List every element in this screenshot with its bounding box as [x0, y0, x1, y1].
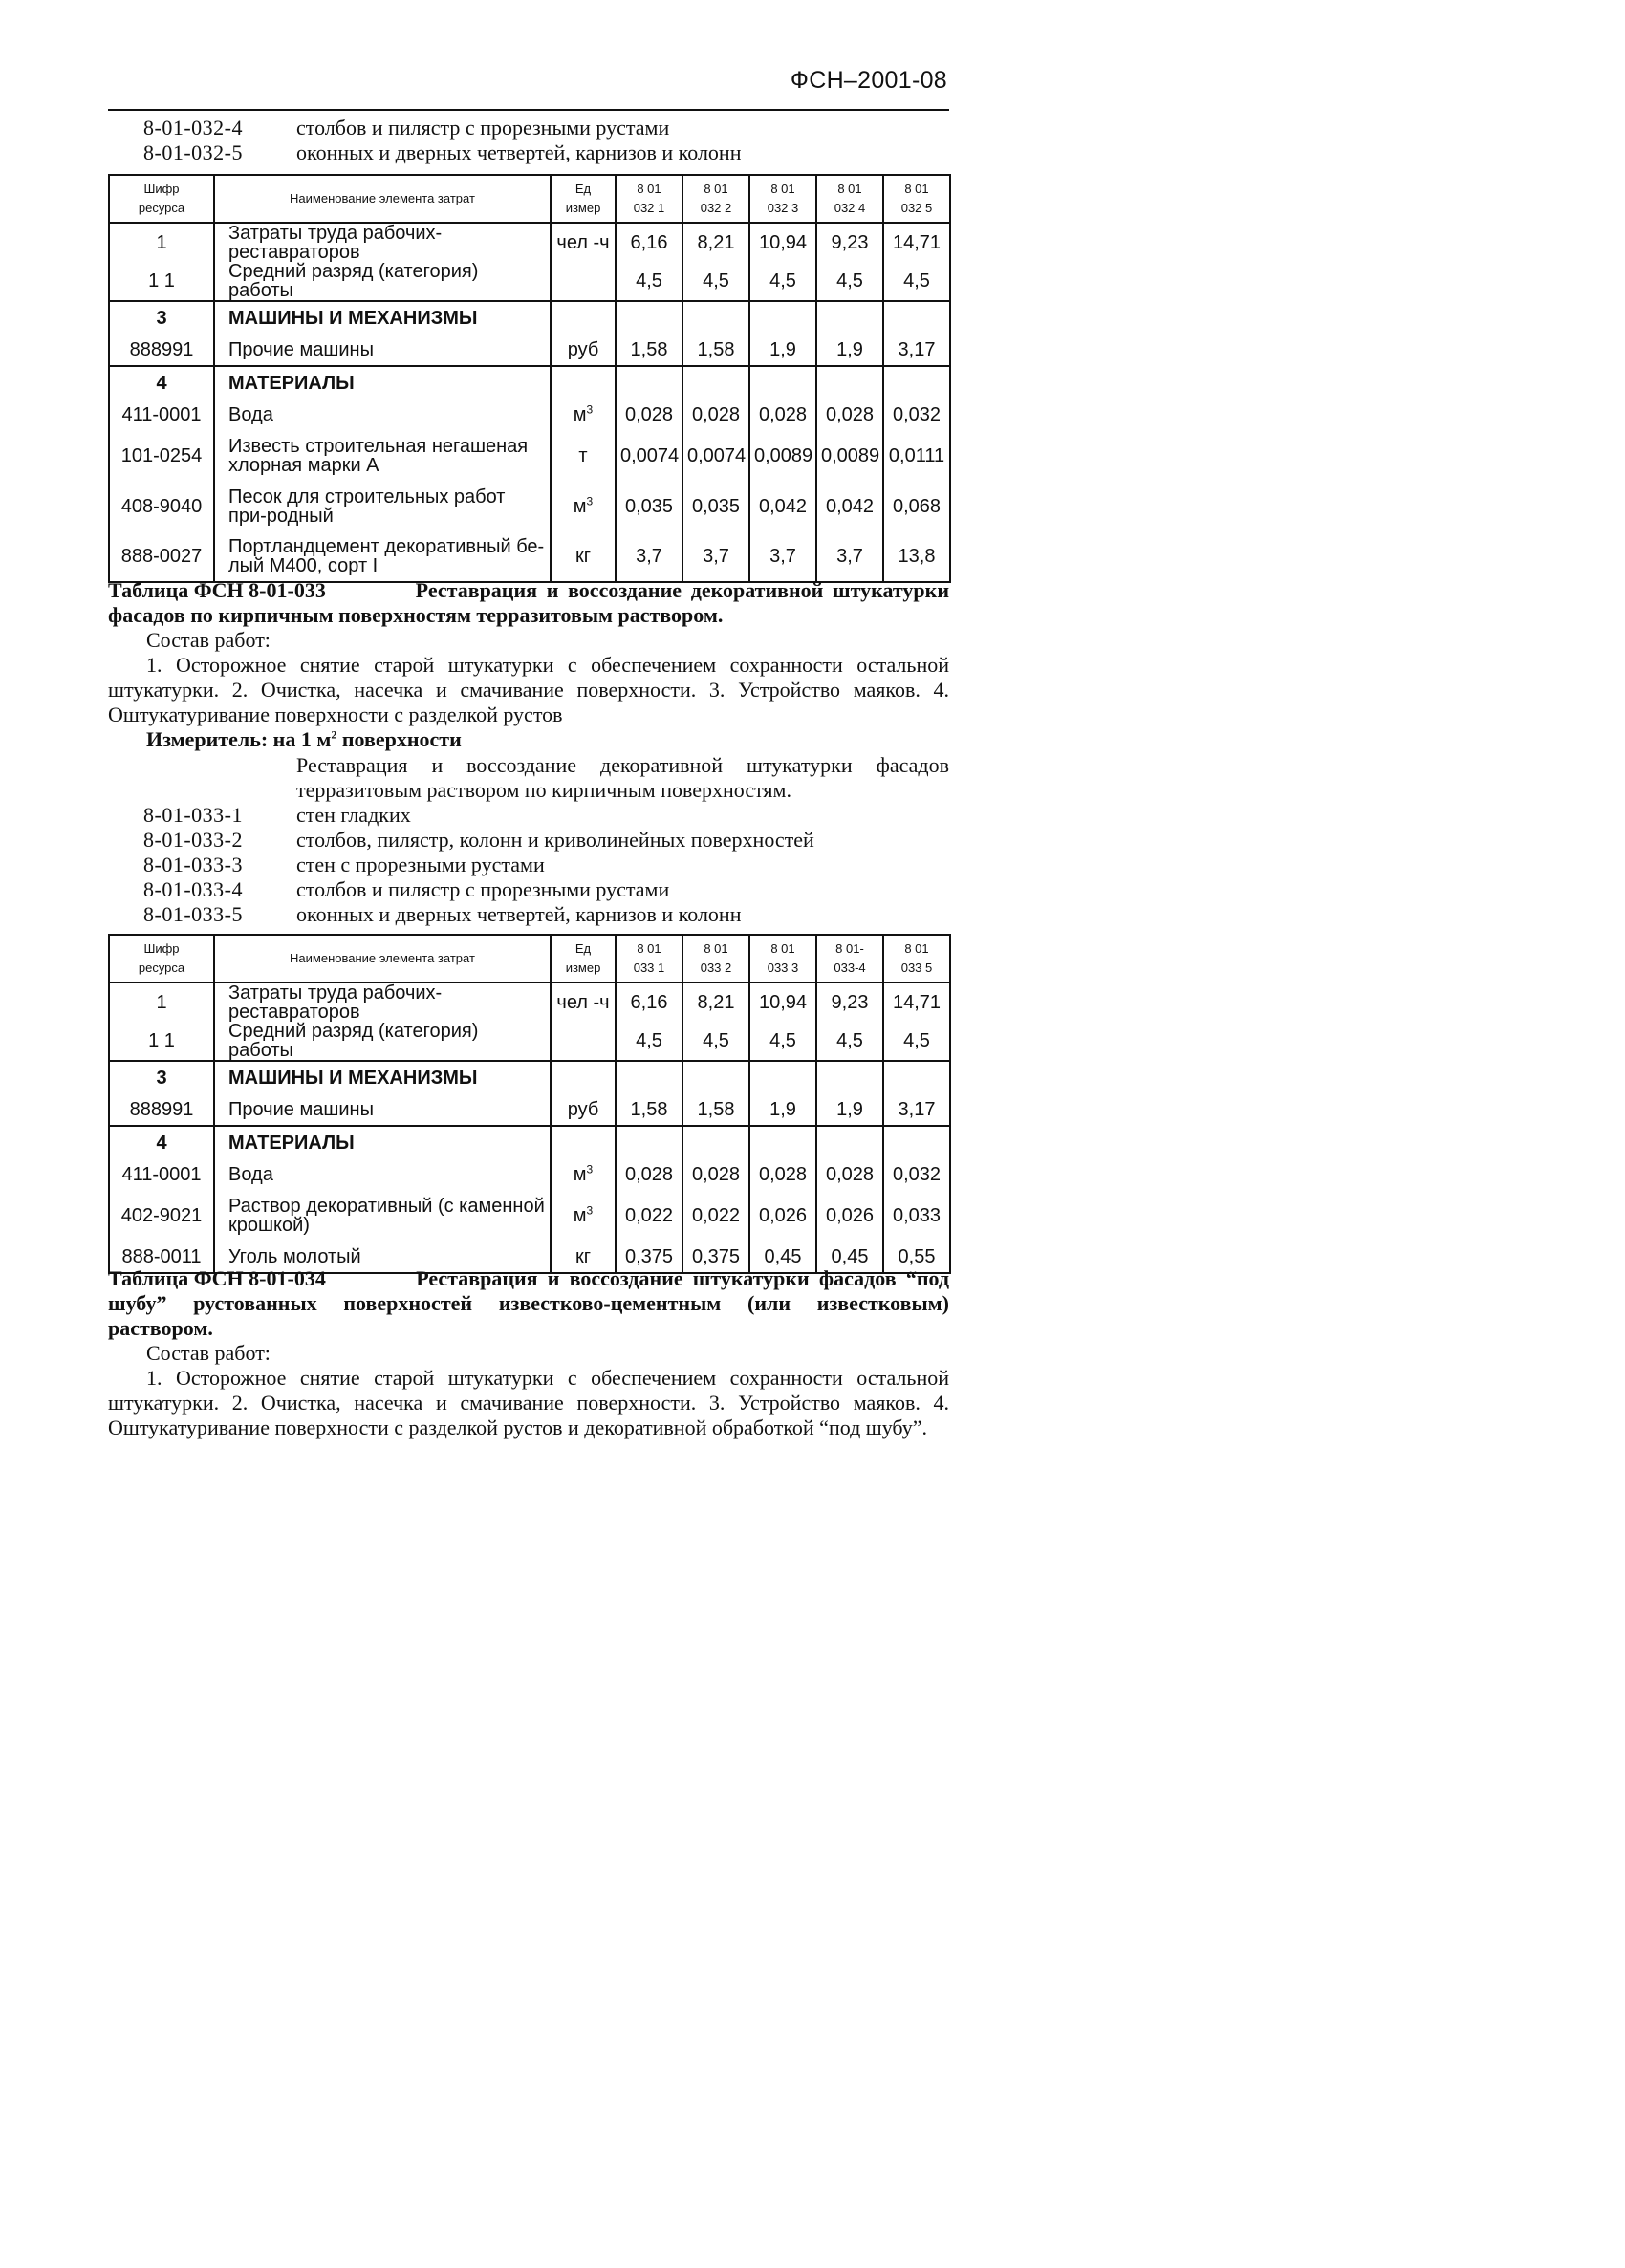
cell-value	[749, 1061, 816, 1093]
measurer: Измеритель: на 1 $м^2$ поверхности	[146, 727, 462, 751]
cell-value	[682, 366, 749, 399]
cell-value: 9,23	[816, 983, 883, 1022]
cell-value: 3,17	[883, 334, 950, 366]
cell-value: 9,23	[816, 223, 883, 262]
cell-value: 6,16	[616, 983, 682, 1022]
code-description: столбов, пилястр, колонн и криволинейных поверхностей	[296, 828, 814, 852]
cell-value: 0,028	[682, 399, 749, 430]
cell-cipher: 1	[109, 983, 214, 1022]
cell-unit	[551, 262, 616, 301]
cell-unit	[551, 366, 616, 399]
cell-value: 0,375	[616, 1241, 682, 1273]
cell-name: МАТЕРИАЛЫ	[214, 1126, 551, 1158]
resource-table-033	[108, 934, 951, 1274]
table-header	[109, 935, 950, 983]
cell-value	[816, 1061, 883, 1093]
cell-value: 0,035	[616, 481, 682, 531]
cell-value: 0,022	[616, 1190, 682, 1241]
cell-value: 4,5	[816, 1022, 883, 1061]
cell-value: 0,022	[682, 1190, 749, 1241]
cell-value: 1,9	[816, 334, 883, 366]
table-row	[109, 1061, 950, 1093]
work-description: Реставрация и воссоздание декоративной штукатурки фасадов терразитовым раствором по кирпичным поверхностям.	[296, 753, 949, 802]
section-8-01-034	[108, 1266, 949, 1440]
cell-unit: кг	[551, 1241, 616, 1273]
cell-value: 0,45	[816, 1241, 883, 1273]
cell-value	[883, 1126, 950, 1158]
cell-value: 8,21	[682, 983, 749, 1022]
header-col-3: 8 01 033 3	[749, 935, 816, 983]
code-number: 8-01-033-4	[143, 877, 243, 901]
code-description: оконных и дверных четвертей, карнизов и колонн	[296, 140, 742, 164]
code-description: столбов и пилястр с прорезными рустами	[296, 116, 670, 140]
cell-value: 4,5	[749, 1022, 816, 1061]
cell-value	[749, 301, 816, 334]
cell-name: Песок для строительных работ при-родный	[214, 481, 551, 531]
cell-value: 0,032	[883, 1158, 950, 1190]
cell-value: 0,028	[616, 399, 682, 430]
cell-value	[816, 366, 883, 399]
cell-value: 4,5	[816, 262, 883, 301]
code-description: стен с прорезными рустами	[296, 853, 545, 876]
table-row	[109, 1158, 950, 1190]
cell-value	[749, 1126, 816, 1158]
header-name: Наименование элемента затрат	[214, 935, 551, 983]
cell-cipher: 1 1	[109, 262, 214, 301]
cell-unit	[551, 1061, 616, 1093]
cell-value	[682, 301, 749, 334]
cell-value: 4,5	[682, 262, 749, 301]
cell-name: Известь строительная негашеная хлорная марки А	[214, 430, 551, 481]
cell-value: 0,0089	[749, 430, 816, 481]
cell-value: 3,7	[682, 531, 749, 582]
table-row	[109, 223, 950, 262]
row-group	[109, 1061, 950, 1126]
cell-cipher: 888991	[109, 1093, 214, 1126]
header-col-1: 8 01 033 1	[616, 935, 682, 983]
code-item	[143, 902, 814, 927]
row-group	[109, 223, 950, 301]
code-number: 8-01-032-4	[143, 116, 243, 140]
cell-value: 4,5	[749, 262, 816, 301]
work-text: 1. Осторожное снятие старой штукатурки с обеспечением сохранности остальной штукатурки. 2. Очистка, насечка и смачивание поверхности. 3. Устройство маяков. 4. Оштукатуривание поверхности с разделкой рустов	[108, 653, 949, 726]
cell-value: 0,375	[682, 1241, 749, 1273]
cell-value: 0,028	[816, 1158, 883, 1190]
cell-value: 0,042	[749, 481, 816, 531]
code-list-032	[143, 116, 741, 165]
header-unit: Ед измер	[551, 935, 616, 983]
cell-value: 0,45	[749, 1241, 816, 1273]
cell-value: 3,7	[749, 531, 816, 582]
header-col-4: 8 01- 033-4	[816, 935, 883, 983]
cell-value	[682, 1061, 749, 1093]
cell-value: 0,035	[682, 481, 749, 531]
header-name: Наименование элемента затрат	[214, 175, 551, 223]
cell-value: 0,028	[749, 1158, 816, 1190]
row-group	[109, 1126, 950, 1273]
cell-value: 0,068	[883, 481, 950, 531]
header-cipher: Шифр ресурса	[109, 935, 214, 983]
cell-value: 0,026	[816, 1190, 883, 1241]
cell-value: 10,94	[749, 983, 816, 1022]
cell-unit: руб	[551, 1093, 616, 1126]
header-col-5: 8 01 033 5	[883, 935, 950, 983]
header-col-5: 8 01 032 5	[883, 175, 950, 223]
cell-cipher: 888991	[109, 334, 214, 366]
code-item	[143, 803, 814, 828]
code-list-033	[143, 803, 814, 927]
cell-value: 1,58	[682, 334, 749, 366]
table-number: Таблица ФСН 8-01-034	[108, 1266, 326, 1290]
cell-value	[616, 1061, 682, 1093]
table-row	[109, 1126, 950, 1158]
cell-value: 0,032	[883, 399, 950, 430]
cell-unit: $м^3$	[551, 399, 616, 430]
cell-name: Средний разряд (категория) работы	[214, 1022, 551, 1061]
cell-value: 14,71	[883, 223, 950, 262]
cell-value: 3,7	[816, 531, 883, 582]
cell-value: 0,0074	[682, 430, 749, 481]
table-heading: Реставрация и воссоздание штукатурки фасадов “под шубу” рустованных поверхностей известково-цементным (или известковым) раствором.	[108, 1266, 949, 1340]
header-col-2: 8 01 032 2	[682, 175, 749, 223]
resource-table-032	[108, 174, 951, 583]
cell-cipher: 411-0001	[109, 1158, 214, 1190]
work-label: Состав работ:	[146, 1341, 271, 1365]
cell-value: 0,0111	[883, 430, 950, 481]
cell-name: Прочие машины	[214, 1093, 551, 1126]
cell-cipher: 4	[109, 1126, 214, 1158]
page-header	[108, 67, 949, 111]
cell-unit: $м^3$	[551, 1158, 616, 1190]
header-col-4: 8 01 032 4	[816, 175, 883, 223]
cell-cipher: 888-0027	[109, 531, 214, 582]
cell-value: 0,0074	[616, 430, 682, 481]
cell-value	[816, 1126, 883, 1158]
table-row	[109, 1190, 950, 1241]
table-row	[109, 262, 950, 301]
cell-value: 0,028	[749, 399, 816, 430]
cell-name: Раствор декоративный (с каменной крошкой)	[214, 1190, 551, 1241]
cell-cipher: 1	[109, 223, 214, 262]
cell-value: 0,55	[883, 1241, 950, 1273]
code-item	[143, 140, 741, 165]
table-row	[109, 1022, 950, 1061]
table-row	[109, 983, 950, 1022]
cell-name: МАШИНЫ И МЕХАНИЗМЫ	[214, 301, 551, 334]
cell-value: 4,5	[883, 1022, 950, 1061]
cell-value: 0,033	[883, 1190, 950, 1241]
table-row	[109, 1093, 950, 1126]
cell-value: 3,7	[616, 531, 682, 582]
row-group	[109, 983, 950, 1061]
cell-cipher: 1 1	[109, 1022, 214, 1061]
cell-value	[616, 301, 682, 334]
cell-value: 14,71	[883, 983, 950, 1022]
cell-value	[883, 366, 950, 399]
cell-name: Вода	[214, 1158, 551, 1190]
code-number: 8-01-033-1	[143, 803, 243, 827]
table-row	[109, 399, 950, 430]
work-text: 1. Осторожное снятие старой штукатурки с обеспечением сохранности остальной штукатурки. 2. Очистка, насечка и смачивание поверхности. 3. Устройство маяков. 4. Оштукатуривание поверхности с разделкой рустов и декоративной обработкой “под шубу”.	[108, 1366, 949, 1439]
cell-cipher: 101-0254	[109, 430, 214, 481]
cell-unit: $м^3$	[551, 1190, 616, 1241]
cell-cipher: 408-9040	[109, 481, 214, 531]
cell-value: 4,5	[883, 262, 950, 301]
cell-value	[883, 301, 950, 334]
table-row	[109, 366, 950, 399]
cell-value: 0,0089	[816, 430, 883, 481]
cell-value: 1,58	[616, 334, 682, 366]
cell-name: МАШИНЫ И МЕХАНИЗМЫ	[214, 1061, 551, 1093]
cell-unit: руб	[551, 334, 616, 366]
table-row	[109, 531, 950, 582]
cell-value: 0,042	[816, 481, 883, 531]
cell-value: 1,9	[749, 334, 816, 366]
cell-unit: т	[551, 430, 616, 481]
header-col-3: 8 01 032 3	[749, 175, 816, 223]
cell-cipher: 4	[109, 366, 214, 399]
cell-value: 4,5	[616, 1022, 682, 1061]
cell-value: 1,58	[682, 1093, 749, 1126]
header-col-1: 8 01 032 1	[616, 175, 682, 223]
cell-value: 10,94	[749, 223, 816, 262]
cell-cipher: 888-0011	[109, 1241, 214, 1273]
code-number: 8-01-033-3	[143, 853, 243, 876]
cell-unit	[551, 1126, 616, 1158]
code-item	[143, 828, 814, 853]
code-description: стен гладких	[296, 803, 411, 827]
cell-unit: чел -ч	[551, 983, 616, 1022]
header-unit: Ед измер	[551, 175, 616, 223]
cell-name: Затраты труда рабочих-реставраторов	[214, 983, 551, 1022]
cell-name: Вода	[214, 399, 551, 430]
cell-value: 4,5	[616, 262, 682, 301]
cell-name: Прочие машины	[214, 334, 551, 366]
cell-cipher: 411-0001	[109, 399, 214, 430]
table-heading: Реставрация и воссоздание декоративной штукатурки фасадов по кирпичным поверхностям терразитовым раствором.	[108, 578, 949, 627]
table-title	[108, 578, 949, 628]
code-item	[143, 877, 814, 902]
code-description: столбов и пилястр с прорезными рустами	[296, 877, 670, 901]
row-group	[109, 366, 950, 582]
document-code: ФСН–2001-08	[790, 67, 947, 94]
cell-value	[749, 366, 816, 399]
cell-cipher: 3	[109, 301, 214, 334]
cell-value	[816, 301, 883, 334]
code-item	[143, 116, 741, 140]
cell-value: 1,9	[816, 1093, 883, 1126]
cell-unit: $м^3$	[551, 481, 616, 531]
code-number: 8-01-032-5	[143, 140, 243, 164]
cell-name: Портландцемент декоративный бе-лый М400, сорт I	[214, 531, 551, 582]
header-col-2: 8 01 033 2	[682, 935, 749, 983]
cell-value	[883, 1061, 950, 1093]
cell-value	[682, 1126, 749, 1158]
cell-unit	[551, 1022, 616, 1061]
section-8-01-033	[108, 578, 949, 752]
cell-value: 6,16	[616, 223, 682, 262]
cell-cipher: 402-9021	[109, 1190, 214, 1241]
cell-name: Затраты труда рабочих-реставраторов	[214, 223, 551, 262]
table-number: Таблица ФСН 8-01-033	[108, 578, 326, 602]
code-description: оконных и дверных четвертей, карнизов и колонн	[296, 902, 742, 926]
cell-value: 1,58	[616, 1093, 682, 1126]
cell-value: 13,8	[883, 531, 950, 582]
cell-name: Средний разряд (категория) работы	[214, 262, 551, 301]
cell-cipher: 3	[109, 1061, 214, 1093]
table-title	[108, 1266, 949, 1341]
work-label: Состав работ:	[146, 628, 271, 652]
cell-name: Уголь молотый	[214, 1241, 551, 1273]
cell-value	[616, 366, 682, 399]
header-cipher: Шифр ресурса	[109, 175, 214, 223]
cell-value: 0,028	[616, 1158, 682, 1190]
cell-value: 8,21	[682, 223, 749, 262]
table-row	[109, 430, 950, 481]
code-number: 8-01-033-5	[143, 902, 243, 926]
table-row	[109, 334, 950, 366]
cell-value: 0,028	[682, 1158, 749, 1190]
cell-value: 3,17	[883, 1093, 950, 1126]
cell-name: МАТЕРИАЛЫ	[214, 366, 551, 399]
cell-value	[616, 1126, 682, 1158]
table-row	[109, 481, 950, 531]
table-row	[109, 301, 950, 334]
code-item	[143, 853, 814, 877]
cell-unit: чел -ч	[551, 223, 616, 262]
row-group	[109, 301, 950, 366]
cell-unit	[551, 301, 616, 334]
code-number: 8-01-033-2	[143, 828, 243, 852]
cell-value: 1,9	[749, 1093, 816, 1126]
cell-value: 0,026	[749, 1190, 816, 1241]
cell-unit: кг	[551, 531, 616, 582]
cell-value: 0,028	[816, 399, 883, 430]
table-header	[109, 175, 950, 223]
cell-value: 4,5	[682, 1022, 749, 1061]
